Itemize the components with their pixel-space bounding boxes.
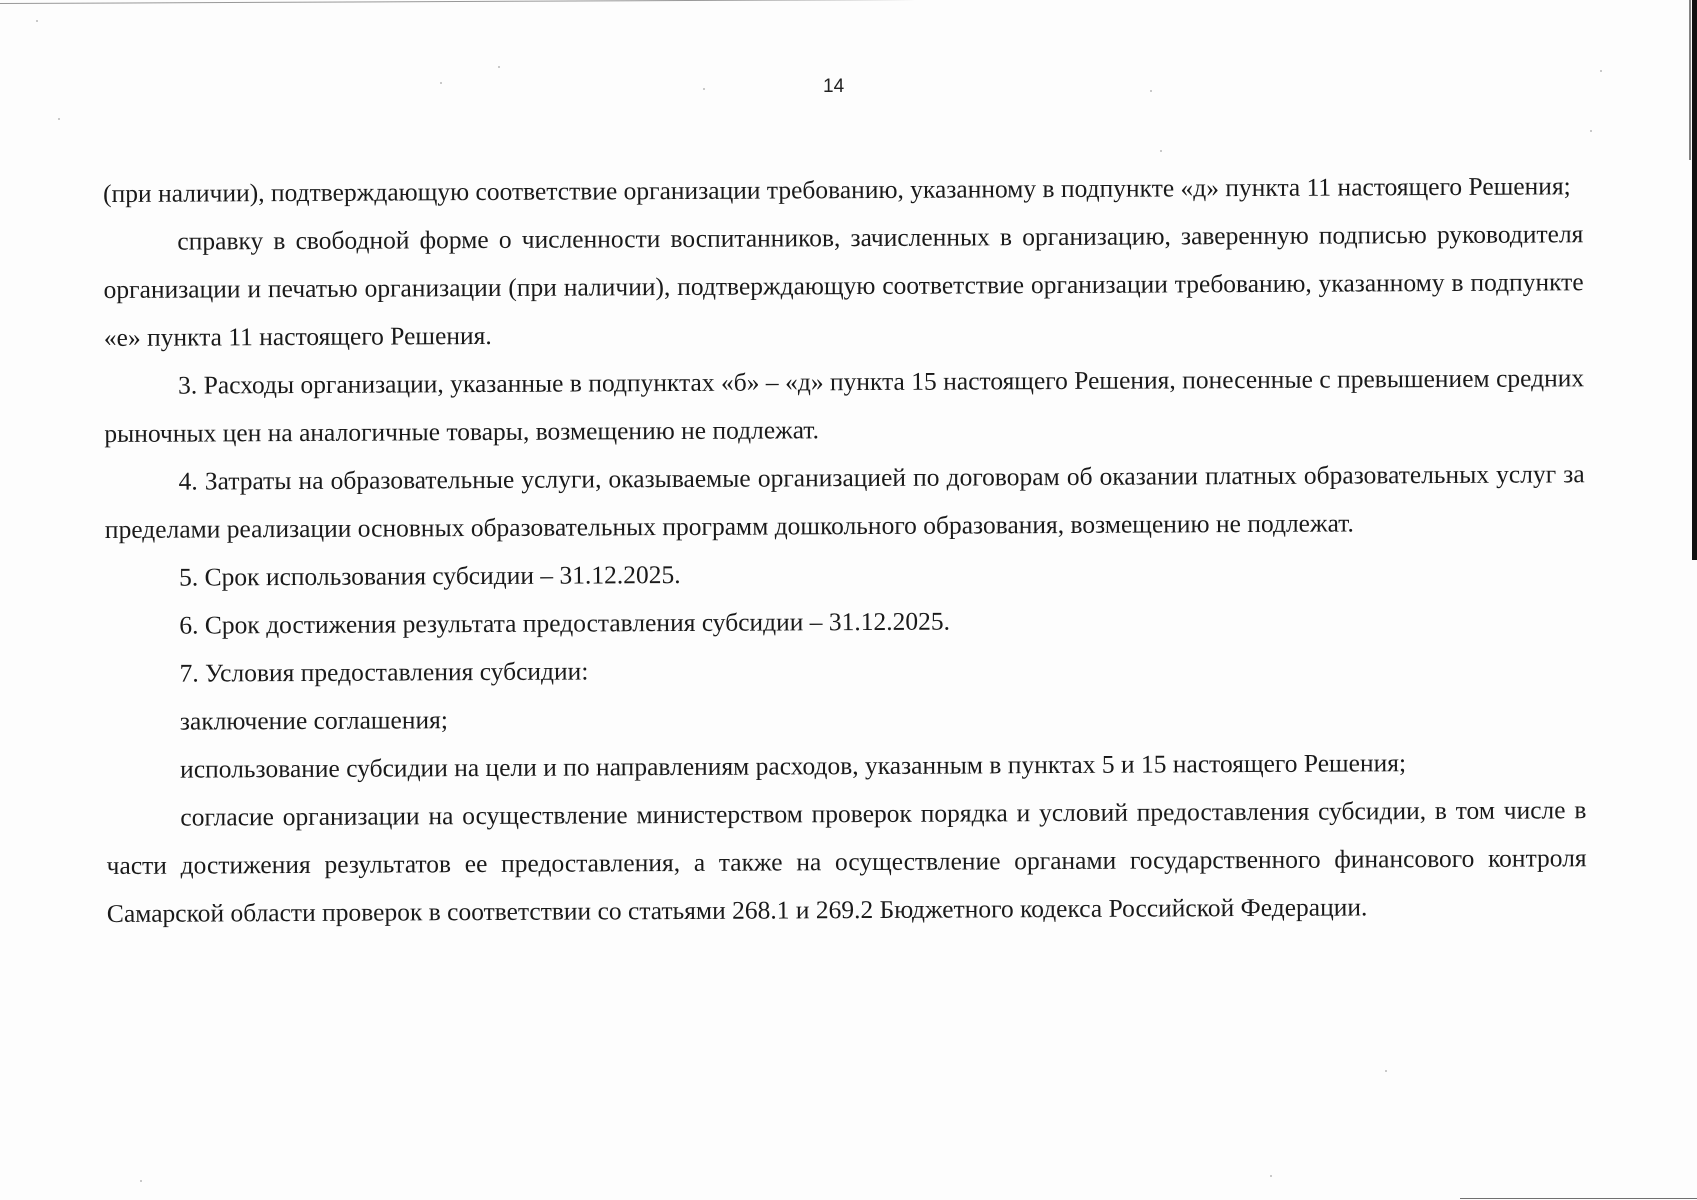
paragraph-continuation: (при наличии), подтверждающую соответствие организации требованию, указанному в подпункте «д» пункта 11 настоящего Решения; bbox=[103, 171, 1571, 208]
scan-speck bbox=[58, 118, 60, 120]
paragraph-item-6: 6. Срок достижения результата предоставления субсидии – 31.12.2025. bbox=[179, 606, 951, 640]
scan-speck bbox=[1385, 1070, 1387, 1072]
right-scan-edge-thin bbox=[1689, 0, 1691, 160]
scan-speck bbox=[1590, 130, 1592, 132]
scan-speck bbox=[1270, 1175, 1272, 1177]
page-number: 14 bbox=[823, 76, 845, 97]
scan-speck bbox=[498, 66, 500, 68]
scan-speck bbox=[140, 1180, 142, 1182]
paragraph-condition-usage: использование субсидии на цели и по направлениям расходов, указанным в пунктах 5 и 15 настоящего Решения; bbox=[180, 748, 1407, 784]
paragraph-student-count-certificate: справку в свободной форме о численности воспитанников, зачисленных в организацию, заверенную подписью руководителя организации и печатью организации (при наличии), подтверждающую соответствие организации требованию, указанному в подпункте «е» пункта 11 настоящего Решения. bbox=[103, 219, 1584, 352]
scan-speck bbox=[703, 88, 705, 90]
right-scan-edge bbox=[1692, 0, 1697, 560]
scan-speck bbox=[1150, 90, 1152, 92]
bottom-scan-edge-line bbox=[1460, 1198, 1697, 1199]
scan-speck bbox=[36, 20, 38, 22]
scan-speck bbox=[440, 82, 442, 84]
scan-speck bbox=[1600, 70, 1602, 72]
scan-speck bbox=[1160, 150, 1162, 152]
paragraph-item-7: 7. Условия предоставления субсидии: bbox=[179, 656, 589, 688]
top-scan-edge-line bbox=[0, 0, 1330, 4]
paragraph-condition-agreement: заключение соглашения; bbox=[179, 705, 449, 736]
paragraph-item-3: 3. Расходы организации, указанные в подпунктах «б» – «д» пункта 15 настоящего Решения, понесенные с превышением средних рыночных цен на аналогичные товары, возмещению не подлежат. bbox=[104, 363, 1585, 448]
paragraph-item-5: 5. Срок использования субсидии – 31.12.2025. bbox=[179, 559, 681, 592]
paragraph-condition-consent: согласие организации на осуществление министерством проверок порядка и условий предоставления субсидии, в том числе в части достижения результатов ее предоставления, а также на осуществление органами государственного финансового контроля Самарской области проверок в соответствии со статьями 268.1 и 269.2 Бюджетного кодекса Российской Федерации. bbox=[106, 795, 1587, 928]
document-body bbox=[103, 162, 1587, 938]
paragraph-item-4: 4. Затраты на образовательные услуги, оказываемые организацией по договорам об оказании платных образовательных услуг за пределами реализации основных образовательных программ дошкольного образования, возмещению не подлежат. bbox=[104, 459, 1585, 544]
